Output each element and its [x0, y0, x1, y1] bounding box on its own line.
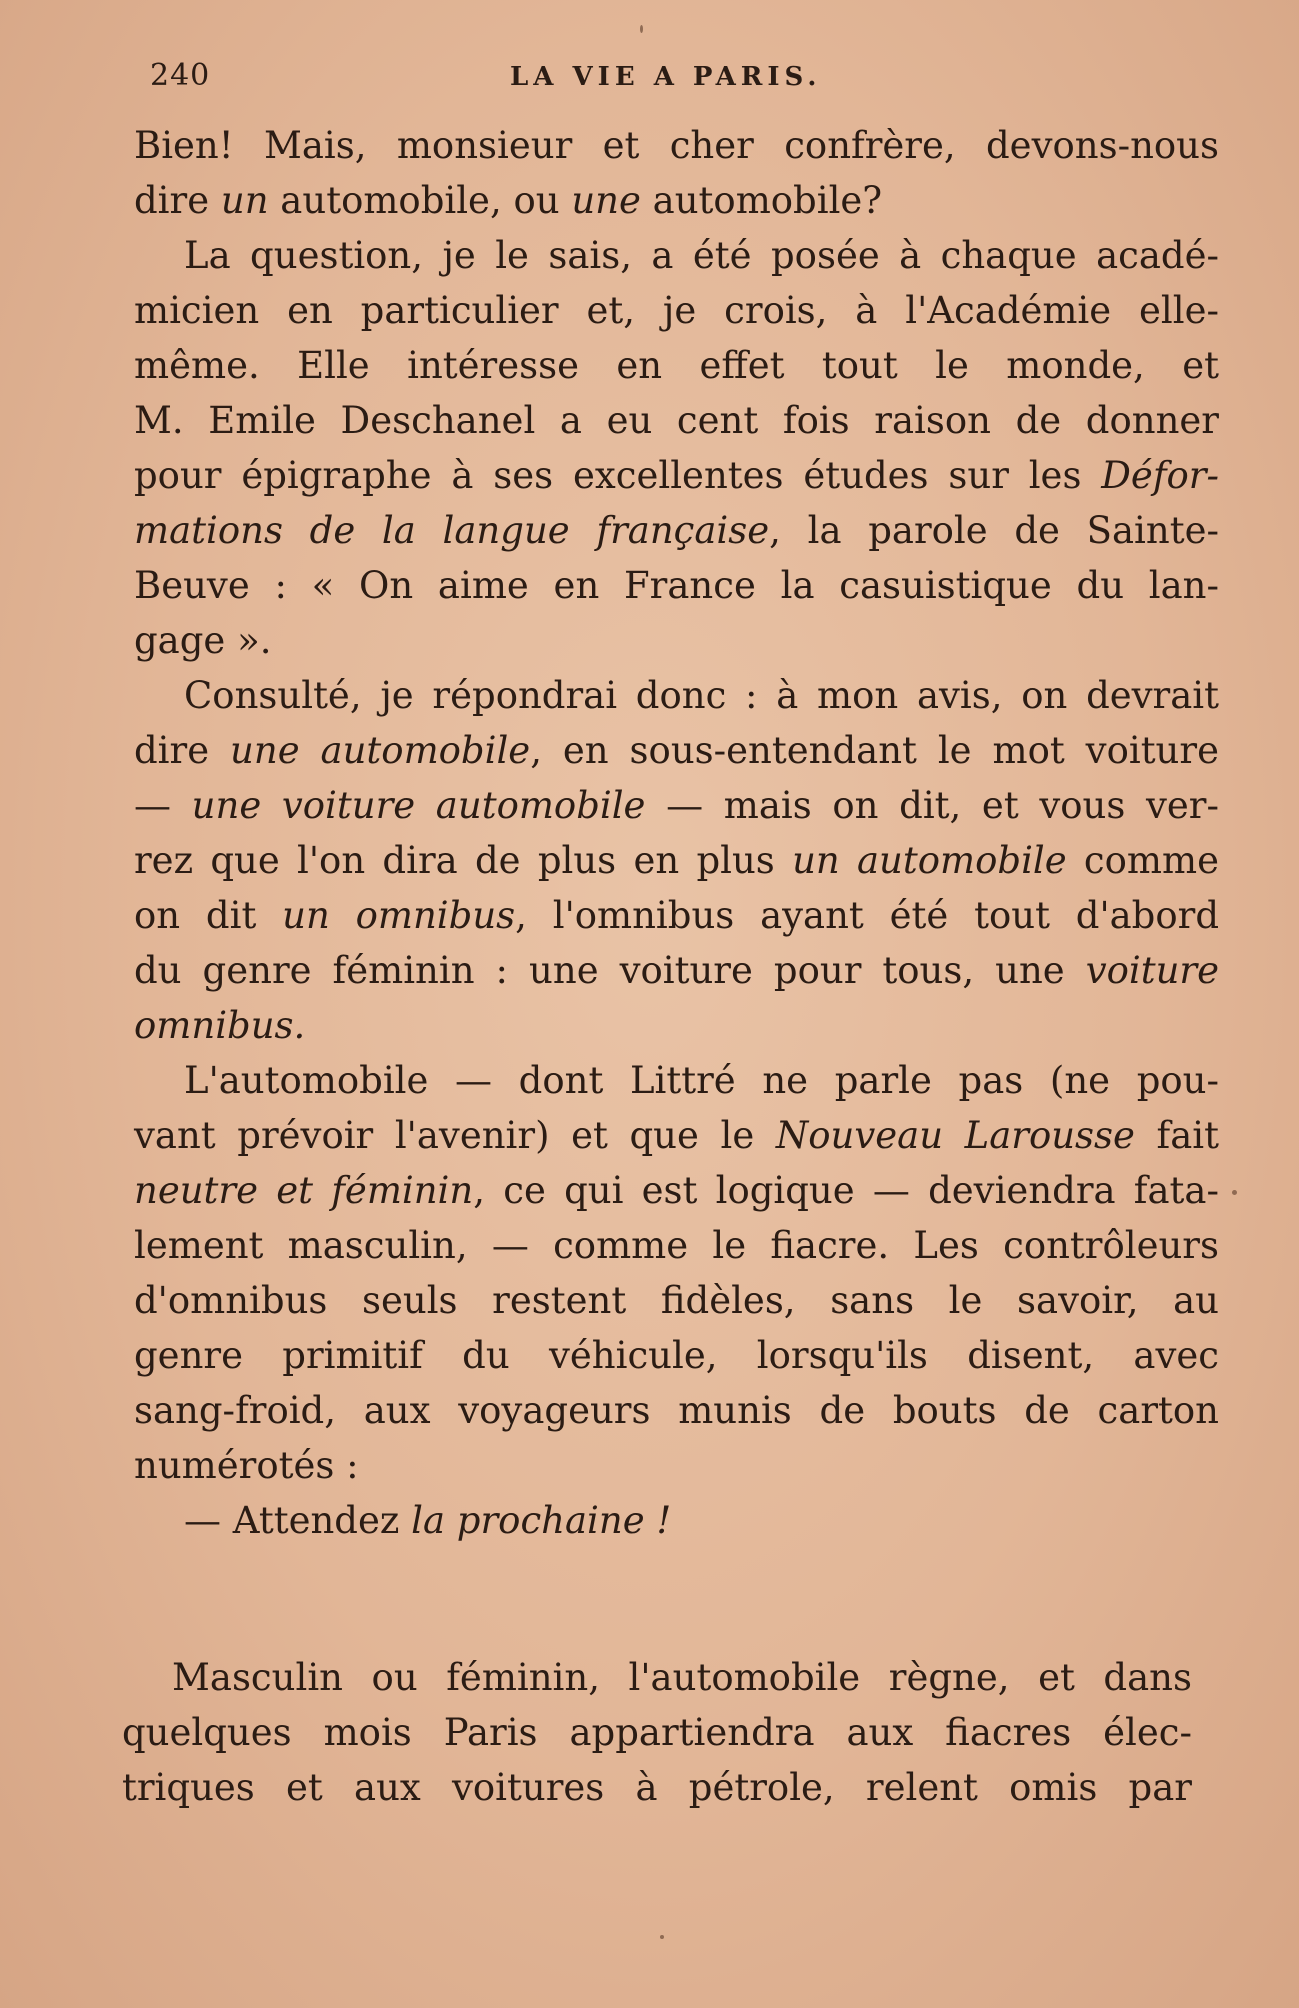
running-title: LA VIE A PARIS.: [510, 62, 822, 92]
text-run: , en sous-entendant le mot voiture: [530, 729, 1219, 772]
text-run: vant prévoir l'avenir) et que le: [134, 1114, 776, 1157]
text-run: quelques mois Paris appartiendra aux fiacres élec-: [122, 1711, 1192, 1754]
text-line: [134, 723, 1219, 778]
italic-text: Nouveau Larousse: [775, 1114, 1135, 1157]
text-run: triques et aux voitures à pétrole, relent omis par: [122, 1766, 1192, 1809]
text-run: automobile, ou: [268, 179, 572, 222]
text-run: L'automobile — dont Littré ne parle pas (ne pou-: [184, 1059, 1219, 1102]
text-run: Beuve : « On aime en France la casuistique du lan-: [134, 564, 1219, 607]
text-line: [134, 1273, 1219, 1328]
text-line: [134, 833, 1219, 888]
italic-text: un: [220, 179, 269, 222]
text-run: numérotés :: [134, 1444, 359, 1487]
body-text: [134, 118, 1219, 1548]
text-line: [134, 1438, 1219, 1493]
text-line: [134, 1163, 1219, 1218]
text-run: d'omnibus seuls restent fidèles, sans le savoir, au: [134, 1279, 1219, 1322]
text-run: Bien! Mais, monsieur et cher confrère, devons-nous: [134, 124, 1219, 167]
text-run: rez que l'on dira de plus en plus: [134, 839, 793, 882]
text-line: [122, 1650, 1192, 1705]
text-run: lement masculin, — comme le fiacre. Les contrôleurs: [134, 1224, 1219, 1267]
text-run: sang-froid, aux voyageurs munis de bouts de carton: [134, 1389, 1219, 1432]
text-run: du genre féminin : une voiture pour tous, une: [134, 949, 1086, 992]
italic-text: la prochaine !: [411, 1499, 672, 1542]
italic-text: omnibus.: [134, 1004, 306, 1047]
text-run: , ce qui est logique — deviendra fata-: [473, 1169, 1219, 1212]
italic-text: mations de la langue française: [134, 509, 770, 552]
text-line: [134, 1493, 1219, 1548]
text-run: La question, je le sais, a été posée à chaque acadé-: [184, 234, 1219, 277]
text-run: , la parole de Sainte-: [769, 509, 1219, 552]
text-line: [134, 1383, 1219, 1438]
text-line: [134, 118, 1219, 173]
text-line: [134, 1053, 1219, 1108]
text-line: [134, 448, 1219, 503]
italic-text: un omnibus: [282, 894, 516, 937]
text-run: — Attendez: [184, 1499, 412, 1542]
text-run: on dit: [134, 894, 283, 937]
text-run: gage ».: [134, 619, 272, 662]
paper-speck: [640, 25, 643, 33]
text-run: comme: [1066, 839, 1219, 882]
text-line: [134, 943, 1219, 998]
text-line: [134, 503, 1219, 558]
text-run: dire: [134, 729, 231, 772]
body-text-continued: [122, 1650, 1192, 1815]
text-run: —: [134, 784, 192, 827]
text-run: Consulté, je répondrai donc : à mon avis, on devrait: [184, 674, 1219, 717]
text-run: pour épigraphe à ses excellentes études sur les: [134, 454, 1102, 497]
paper-speck: [1232, 1190, 1237, 1195]
text-run: — mais on dit, et vous ver-: [645, 784, 1219, 827]
text-line: [122, 1760, 1192, 1815]
page-number: 240: [150, 58, 211, 93]
text-run: Masculin ou féminin, l'automobile règne, et dans: [172, 1656, 1192, 1699]
text-line: [134, 613, 1219, 668]
text-run: micien en particulier et, je crois, à l'Académie elle-: [134, 289, 1219, 332]
italic-text: neutre et féminin: [134, 1169, 474, 1212]
text-run: fait: [1134, 1114, 1220, 1157]
text-run: même. Elle intéresse en effet tout le monde, et: [134, 344, 1219, 387]
text-line: [134, 1108, 1219, 1163]
italic-text: un automobile: [792, 839, 1067, 882]
text-line: [134, 888, 1219, 943]
text-line: [134, 998, 1219, 1053]
text-run: genre primitif du véhicule, lorsqu'ils disent, avec: [134, 1334, 1219, 1377]
italic-text: Défor-: [1101, 454, 1219, 497]
text-line: [134, 228, 1219, 283]
text-line: [134, 778, 1219, 833]
text-line: [134, 558, 1219, 613]
text-line: [134, 173, 1219, 228]
italic-text: une automobile: [230, 729, 531, 772]
text-line: [134, 393, 1219, 448]
text-line: [122, 1705, 1192, 1760]
text-line: [134, 338, 1219, 393]
text-line: [134, 668, 1219, 723]
text-line: [134, 1218, 1219, 1273]
italic-text: une: [571, 179, 641, 222]
text-run: , l'omnibus ayant été tout d'abord: [515, 894, 1220, 937]
paper-speck: [660, 1935, 664, 1939]
italic-text: voiture: [1085, 949, 1219, 992]
text-line: [134, 1328, 1219, 1383]
text-run: M. Emile Deschanel a eu cent fois raison de donner: [134, 399, 1219, 442]
text-line: [134, 283, 1219, 338]
italic-text: une voiture automobile: [191, 784, 646, 827]
text-run: automobile?: [640, 179, 883, 222]
running-head: [150, 52, 1210, 96]
text-run: dire: [134, 179, 221, 222]
